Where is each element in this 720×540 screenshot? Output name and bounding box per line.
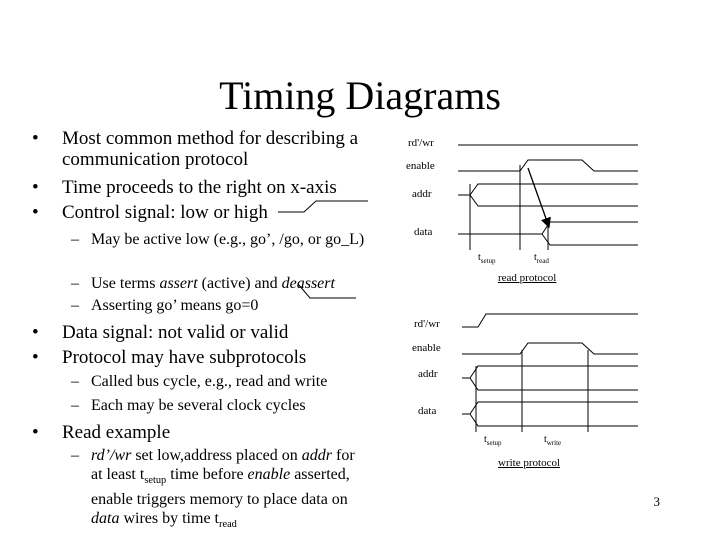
dash-marker: – bbox=[71, 373, 79, 390]
read-tsetup-label: $t_{setup}$ bbox=[478, 252, 496, 265]
sub-2-mid: (active) and bbox=[197, 275, 282, 292]
read-label-rdwr: rd'/wr bbox=[408, 137, 434, 149]
sub-read: read bbox=[219, 519, 237, 531]
write-label-rdwr: rd'/wr bbox=[414, 318, 440, 330]
slide-title: Timing Diagrams bbox=[219, 73, 501, 118]
b6-d: asserted, enable triggers memory to place data on bbox=[91, 466, 350, 509]
bullet-5-text: Protocol may have subprotocols bbox=[62, 347, 307, 368]
sub-2-pre: Use terms bbox=[91, 275, 160, 292]
term-deassert: deassert bbox=[281, 275, 335, 292]
bullet-6-text: Read example bbox=[62, 422, 171, 443]
read-enable-to-data-arrow bbox=[528, 168, 549, 227]
read-label-enable: enable bbox=[406, 160, 435, 172]
bullet-marker: • bbox=[32, 347, 39, 368]
b6-c: time before bbox=[166, 466, 248, 483]
bullet-marker: • bbox=[32, 202, 39, 223]
control-signal-sketch bbox=[278, 201, 368, 212]
bullet-2-text: Time proceeds to the right on x-axis bbox=[62, 177, 337, 198]
read-addr-waveform bbox=[458, 184, 638, 206]
read-enable-waveform bbox=[458, 160, 638, 171]
bullet-3-sub-3-text: Asserting go’ means go=0 bbox=[91, 297, 259, 314]
bullet-4-text: Data signal: not valid or valid bbox=[62, 322, 289, 343]
write-label-enable: enable bbox=[412, 342, 441, 354]
read-protocol-caption: read protocol bbox=[498, 272, 557, 284]
bullet-3-text: Control signal: low or high bbox=[62, 202, 268, 223]
dash-marker: – bbox=[71, 231, 79, 248]
bullet-marker: • bbox=[32, 322, 39, 343]
bullet-5-sub-2-text: Each may be several clock cycles bbox=[91, 397, 306, 414]
write-tsetup-label: $t_{setup}$ bbox=[484, 434, 502, 447]
term-data: data bbox=[91, 510, 120, 528]
b6-b: for at least t bbox=[91, 447, 355, 483]
read-label-data: data bbox=[414, 226, 433, 238]
dash-marker: – bbox=[71, 397, 79, 414]
write-data-waveform bbox=[462, 402, 638, 426]
bullet-3-sub-1-text: May be active low (e.g., go’, /go, or go_L) bbox=[91, 231, 365, 248]
page-number: 3 bbox=[653, 494, 660, 509]
term-assert: assert bbox=[159, 275, 198, 292]
bullet-marker: • bbox=[32, 128, 39, 149]
term-enable: enable bbox=[247, 466, 291, 483]
bullet-1-text: Most common method for describing a communication protocol bbox=[62, 128, 359, 170]
dash-marker: – bbox=[71, 275, 79, 292]
bullet-marker: • bbox=[32, 177, 39, 198]
write-twrite-label: $t_{write}$ bbox=[544, 434, 562, 447]
term-addr: addr bbox=[301, 447, 333, 464]
read-tread-label: $t_{read}$ bbox=[534, 252, 549, 265]
write-addr-waveform bbox=[462, 366, 638, 390]
bullet-marker: • bbox=[32, 422, 39, 443]
read-protocol-diagram bbox=[458, 145, 638, 250]
write-label-addr: addr bbox=[418, 368, 438, 380]
dash-marker: – bbox=[71, 447, 79, 464]
assert-deassert-sketch bbox=[298, 284, 356, 298]
write-label-data: data bbox=[418, 405, 437, 417]
bullet-5-sub-1-text: Called bus cycle, e.g., read and write bbox=[91, 373, 328, 390]
b6-e: wires by time t bbox=[119, 510, 219, 528]
write-protocol-caption: write protocol bbox=[498, 457, 561, 469]
b6-a: set low,address placed on bbox=[131, 447, 302, 464]
write-protocol-diagram bbox=[462, 314, 638, 432]
term-rdwr: rd’/wr bbox=[91, 447, 132, 464]
write-rdwr-waveform bbox=[462, 314, 638, 327]
read-label-addr: addr bbox=[412, 188, 432, 200]
write-enable-waveform bbox=[462, 343, 638, 354]
sub-setup: setup bbox=[144, 475, 167, 487]
dash-marker: – bbox=[71, 297, 79, 314]
